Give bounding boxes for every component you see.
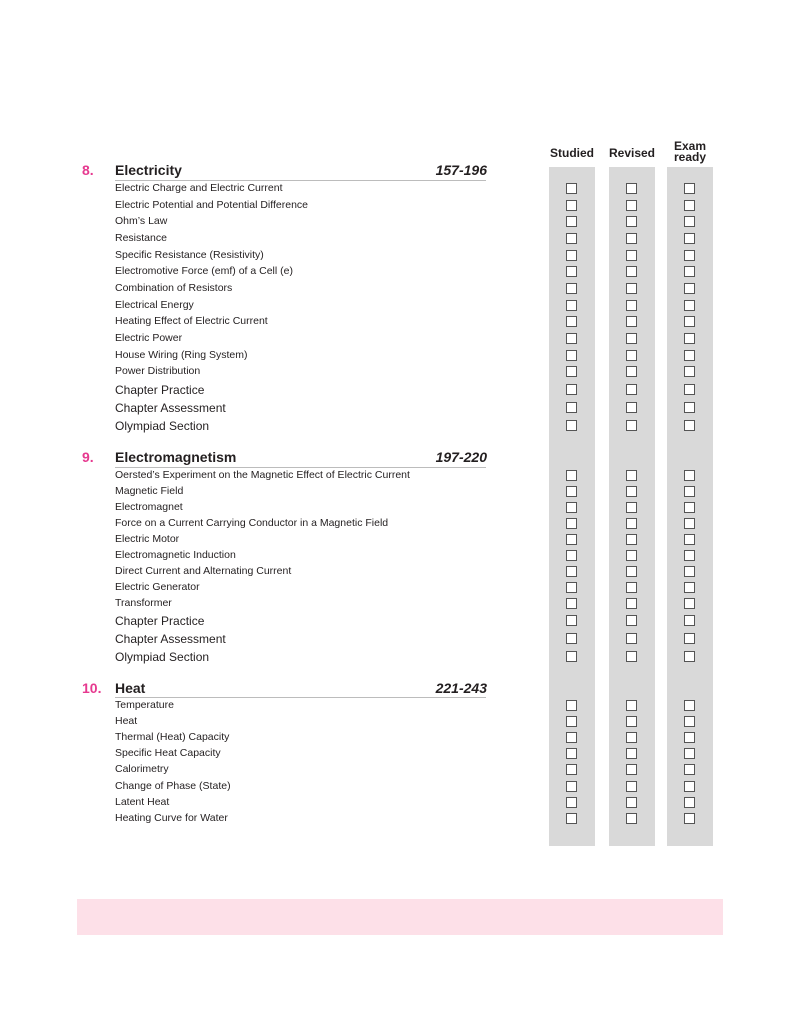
chapter-page-range: 197-220: [435, 449, 487, 465]
exam-ready-header-line-1: Exam: [673, 139, 707, 153]
exam-ready-header: [662, 141, 718, 163]
studied-checkbox[interactable]: [566, 651, 577, 662]
exam-ready-checkbox[interactable]: [684, 250, 695, 261]
revised-checkbox[interactable]: [626, 781, 637, 792]
studied-checkbox[interactable]: [566, 550, 577, 561]
studied-checkbox[interactable]: [566, 813, 577, 824]
exam-ready-checkbox[interactable]: [684, 266, 695, 277]
exam-ready-checkbox[interactable]: [684, 598, 695, 609]
revised-checkbox[interactable]: [626, 250, 637, 261]
revised-checkbox[interactable]: [626, 700, 637, 711]
revised-checkbox[interactable]: [626, 550, 637, 561]
studied-checkbox[interactable]: [566, 566, 577, 577]
topic-item: Ohm’s Law: [115, 215, 168, 227]
chapter-page-range: 157-196: [435, 162, 487, 178]
exam-ready-header-line-2: ready: [673, 150, 707, 164]
revised-checkbox[interactable]: [626, 518, 637, 529]
studied-checkbox[interactable]: [566, 534, 577, 545]
footer-band: [77, 899, 723, 935]
studied-checkbox[interactable]: [566, 582, 577, 593]
topic-item: Olympiad Section: [115, 650, 210, 664]
exam-ready-checkbox[interactable]: [684, 502, 695, 513]
studied-checkbox[interactable]: [566, 502, 577, 513]
exam-ready-checkbox[interactable]: [684, 700, 695, 711]
exam-ready-checkbox[interactable]: [684, 748, 695, 759]
exam-ready-checkbox[interactable]: [684, 651, 695, 662]
exam-ready-checkbox[interactable]: [684, 200, 695, 211]
topic-item: Specific Resistance (Resistivity): [115, 249, 264, 261]
exam-ready-checkbox[interactable]: [684, 633, 695, 644]
studied-checkbox[interactable]: [566, 216, 577, 227]
studied-checkbox[interactable]: [566, 748, 577, 759]
topic-item: Heating Curve for Water: [115, 812, 228, 824]
chapter-divider: [115, 697, 486, 698]
revised-checkbox[interactable]: [626, 266, 637, 277]
topic-item: Electric Generator: [115, 581, 200, 593]
exam-ready-checkbox[interactable]: [684, 470, 695, 481]
studied-checkbox[interactable]: [566, 764, 577, 775]
chapter-page-range: 221-243: [435, 680, 487, 696]
exam-ready-checkbox[interactable]: [684, 615, 695, 626]
topic-item: Electromotive Force (emf) of a Cell (e): [115, 265, 293, 277]
studied-checkbox[interactable]: [566, 420, 577, 431]
revised-checkbox[interactable]: [626, 716, 637, 727]
topic-item: Magnetic Field: [115, 485, 184, 497]
topic-item: Electric Power: [115, 332, 183, 344]
revised-checkbox[interactable]: [626, 402, 637, 413]
revised-checkbox[interactable]: [626, 732, 637, 743]
exam-ready-checkbox[interactable]: [684, 518, 695, 529]
chapter-number: 9.: [82, 449, 94, 465]
studied-checkbox[interactable]: [566, 615, 577, 626]
studied-checkbox[interactable]: [566, 233, 577, 244]
topic-item: Transformer: [115, 597, 172, 609]
studied-checkbox[interactable]: [566, 283, 577, 294]
topic-item: Electric Potential and Potential Difference: [115, 199, 308, 211]
revised-checkbox[interactable]: [626, 420, 637, 431]
chapter-divider: [115, 180, 486, 181]
revised-checkbox[interactable]: [626, 748, 637, 759]
topic-item: Oersted’s Experiment on the Magnetic Effect of Electric Current: [115, 469, 410, 481]
studied-checkbox[interactable]: [566, 402, 577, 413]
studied-checkbox[interactable]: [566, 797, 577, 808]
exam-ready-checkbox[interactable]: [684, 216, 695, 227]
exam-ready-checkbox[interactable]: [684, 420, 695, 431]
topic-item: Direct Current and Alternating Current: [115, 565, 292, 577]
studied-checkbox[interactable]: [566, 366, 577, 377]
studied-checkbox[interactable]: [566, 470, 577, 481]
topic-item: Electrical Energy: [115, 299, 194, 311]
topic-item: Calorimetry: [115, 763, 169, 775]
studied-checkbox[interactable]: [566, 333, 577, 344]
exam-ready-checkbox[interactable]: [684, 402, 695, 413]
studied-checkbox[interactable]: [566, 486, 577, 497]
chapter-title: Electromagnetism: [115, 449, 237, 465]
exam-ready-checkbox[interactable]: [684, 384, 695, 395]
studied-checkbox[interactable]: [566, 518, 577, 529]
topic-item: Thermal (Heat) Capacity: [115, 731, 230, 743]
revised-checkbox[interactable]: [626, 502, 637, 513]
revised-checkbox[interactable]: [626, 534, 637, 545]
topic-item: Resistance: [115, 232, 167, 244]
studied-checkbox[interactable]: [566, 266, 577, 277]
revised-header: Revised: [608, 146, 656, 160]
topic-item: Power Distribution: [115, 365, 201, 377]
exam-ready-checkbox[interactable]: [684, 183, 695, 194]
topic-item: Heating Effect of Electric Current: [115, 315, 268, 327]
studied-header: Studied: [550, 146, 594, 160]
exam-ready-checkbox[interactable]: [684, 732, 695, 743]
studied-checkbox[interactable]: [566, 200, 577, 211]
studied-checkbox[interactable]: [566, 598, 577, 609]
chapter-number: 10.: [82, 680, 102, 696]
topic-item: Change of Phase (State): [115, 780, 231, 792]
revised-checkbox[interactable]: [626, 797, 637, 808]
studied-checkbox[interactable]: [566, 384, 577, 395]
chapter-number: 8.: [82, 162, 94, 178]
exam-ready-checkbox[interactable]: [684, 566, 695, 577]
revised-checkbox[interactable]: [626, 582, 637, 593]
topic-item: Latent Heat: [115, 796, 170, 808]
topic-item: Heat: [115, 715, 138, 727]
revised-checkbox[interactable]: [626, 633, 637, 644]
revised-checkbox[interactable]: [626, 300, 637, 311]
exam-ready-checkbox[interactable]: [684, 283, 695, 294]
revised-checkbox[interactable]: [626, 384, 637, 395]
studied-checkbox[interactable]: [566, 732, 577, 743]
exam-ready-checkbox[interactable]: [684, 582, 695, 593]
topic-item: Electromagnetic Induction: [115, 549, 236, 561]
chapter-title: Heat: [115, 680, 146, 696]
revised-checkbox[interactable]: [626, 200, 637, 211]
topic-item: House Wiring (Ring System): [115, 349, 248, 361]
topic-item: Chapter Assessment: [115, 401, 226, 415]
revised-checkbox[interactable]: [626, 350, 637, 361]
exam-ready-checkbox[interactable]: [684, 316, 695, 327]
revised-checkbox[interactable]: [626, 366, 637, 377]
revised-checkbox[interactable]: [626, 333, 637, 344]
exam-ready-checkbox[interactable]: [684, 233, 695, 244]
topic-item: Electric Motor: [115, 533, 180, 545]
exam-ready-checkbox[interactable]: [684, 813, 695, 824]
topic-item: Olympiad Section: [115, 419, 210, 433]
topic-item: Chapter Practice: [115, 614, 205, 628]
exam-ready-checkbox[interactable]: [684, 486, 695, 497]
exam-ready-checkbox[interactable]: [684, 716, 695, 727]
studied-checkbox[interactable]: [566, 700, 577, 711]
revised-checkbox[interactable]: [626, 566, 637, 577]
revised-checkbox[interactable]: [626, 216, 637, 227]
studied-checkbox[interactable]: [566, 250, 577, 261]
exam-ready-checkbox[interactable]: [684, 333, 695, 344]
revised-checkbox[interactable]: [626, 651, 637, 662]
studied-checkbox[interactable]: [566, 316, 577, 327]
studied-checkbox[interactable]: [566, 300, 577, 311]
topic-item: Electromagnet: [115, 501, 183, 513]
revised-checkbox[interactable]: [626, 316, 637, 327]
revised-checkbox[interactable]: [626, 283, 637, 294]
topic-item: Electric Charge and Electric Current: [115, 182, 283, 194]
studied-checkbox[interactable]: [566, 716, 577, 727]
revised-checkbox[interactable]: [626, 813, 637, 824]
studied-checkbox[interactable]: [566, 633, 577, 644]
studied-checkbox[interactable]: [566, 183, 577, 194]
revised-checkbox[interactable]: [626, 486, 637, 497]
topic-item: Chapter Assessment: [115, 632, 226, 646]
studied-checkbox[interactable]: [566, 781, 577, 792]
revised-checkbox[interactable]: [626, 233, 637, 244]
exam-ready-checkbox[interactable]: [684, 550, 695, 561]
exam-ready-checkbox[interactable]: [684, 534, 695, 545]
revised-checkbox[interactable]: [626, 764, 637, 775]
exam-ready-checkbox[interactable]: [684, 366, 695, 377]
chapter-title: Electricity: [115, 162, 182, 178]
topic-item: Combination of Resistors: [115, 282, 233, 294]
exam-ready-checkbox[interactable]: [684, 797, 695, 808]
studied-checkbox[interactable]: [566, 350, 577, 361]
revised-checkbox[interactable]: [626, 470, 637, 481]
revised-checkbox[interactable]: [626, 183, 637, 194]
chapter-divider: [115, 467, 486, 468]
exam-ready-checkbox[interactable]: [684, 764, 695, 775]
topic-item: Chapter Practice: [115, 383, 205, 397]
topic-item: Specific Heat Capacity: [115, 747, 221, 759]
revised-checkbox[interactable]: [626, 615, 637, 626]
revised-checkbox[interactable]: [626, 598, 637, 609]
topic-item: Force on a Current Carrying Conductor in a Magnetic Field: [115, 517, 389, 529]
exam-ready-checkbox[interactable]: [684, 300, 695, 311]
topic-item: Temperature: [115, 699, 174, 711]
exam-ready-checkbox[interactable]: [684, 781, 695, 792]
exam-ready-checkbox[interactable]: [684, 350, 695, 361]
